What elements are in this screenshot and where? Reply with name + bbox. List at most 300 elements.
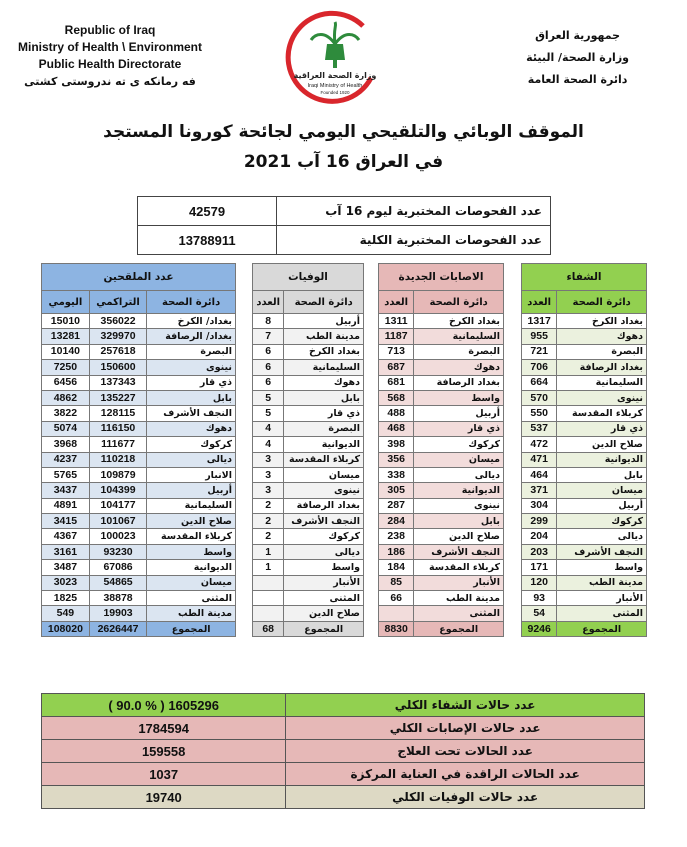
new-cases-count: 713: [379, 344, 414, 359]
new-cases-dept: الديوانية: [414, 483, 504, 498]
vaccinated-dept: كربلاء المقدسة: [147, 529, 236, 544]
table-row: [379, 291, 504, 314]
total-tests-value: 13788911: [138, 226, 277, 255]
new-cases-dept: مدينة الطب: [414, 591, 504, 606]
table-row: [253, 375, 364, 390]
deaths-dept: كركوك: [284, 529, 364, 544]
table-row: [379, 452, 504, 467]
vaccinated-daily: 13281: [42, 329, 90, 344]
deaths-count: 6: [253, 375, 284, 390]
deaths-count: [253, 591, 284, 606]
new-cases-count: 284: [379, 514, 414, 529]
table-row: [42, 560, 236, 575]
report-title: الموقف الوبائي والتلقيحي اليومي لجائحة كورونا المستجد: [103, 122, 584, 142]
recoveries-count: 299: [522, 514, 557, 529]
recoveries-dept: كركوك: [557, 514, 647, 529]
deaths-dept: بابل: [284, 390, 364, 405]
recoveries-dept: الأنبار: [557, 591, 647, 606]
table-row: [379, 360, 504, 375]
vaccinated-cumulative: 137343: [89, 375, 146, 390]
vaccinated-daily: 4237: [42, 452, 90, 467]
recoveries-count: 54: [522, 606, 557, 621]
summary-value: 1784594: [42, 717, 286, 740]
vaccinated-daily: 1825: [42, 591, 90, 606]
deaths-dept: السليمانية: [284, 360, 364, 375]
table-row: [253, 390, 364, 405]
table-row: [42, 375, 236, 390]
summary-label: عدد حالات الشفاء الكلي: [286, 694, 645, 717]
deaths-count: 3: [253, 452, 284, 467]
table-row: [522, 437, 647, 452]
recoveries-count: 464: [522, 467, 557, 482]
header-left-line: Public Health Directorate: [38, 57, 182, 71]
new-cases-dept: المثنى: [414, 606, 504, 621]
deaths-dept: الديوانية: [284, 437, 364, 452]
new-cases-dept: أربيل: [414, 406, 504, 421]
recoveries-count: 93: [522, 591, 557, 606]
table-row: [253, 452, 364, 467]
vaccinated-daily: 3415: [42, 514, 90, 529]
vaccinated-cumulative: 110218: [89, 452, 146, 467]
deaths-count: 2: [253, 529, 284, 544]
recoveries-count: 570: [522, 390, 557, 405]
new-cases-col-count: العدد: [379, 291, 414, 314]
vaccinated-total-cumulative: 2626447: [89, 621, 146, 636]
vaccinated-cumulative: 67086: [89, 560, 146, 575]
vaccinated-daily: 3822: [42, 406, 90, 421]
recoveries-count: 471: [522, 452, 557, 467]
deaths-count: 8: [253, 314, 284, 329]
recoveries-dept: ميسان: [557, 483, 647, 498]
table-row: [379, 406, 504, 421]
vaccinated-daily: 549: [42, 606, 90, 621]
new-cases-dept: ديالى: [414, 467, 504, 482]
vaccinated-daily: 3161: [42, 544, 90, 559]
recoveries-dept: المثنى: [557, 606, 647, 621]
deaths-total-label: المجموع: [284, 621, 364, 636]
summary-label: عدد حالات الوفيات الكلي: [286, 786, 645, 809]
recoveries-dept: ديالى: [557, 529, 647, 544]
logo-founded: Founded 1920: [320, 90, 350, 95]
deaths-count: 3: [253, 467, 284, 482]
vaccinated-daily: 3023: [42, 575, 90, 590]
recoveries-count: 721: [522, 344, 557, 359]
table-row: [379, 514, 504, 529]
table-row: [42, 740, 645, 763]
table-row: [42, 498, 236, 513]
table-row: [379, 529, 504, 544]
vaccinated-daily: 7250: [42, 360, 90, 375]
new-cases-dept: بغداد الرصافة: [414, 375, 504, 390]
vaccinated-dept: ذي قار: [147, 375, 236, 390]
daily-tests-value: 42579: [138, 197, 277, 226]
daily-tests-label: عدد الفحوصات المختبرية ليوم 16 آب: [277, 197, 551, 226]
vaccinated-daily: 10140: [42, 344, 90, 359]
deaths-count: 1: [253, 544, 284, 559]
table-row: [379, 344, 504, 359]
deaths-dept: ذي قار: [284, 406, 364, 421]
vaccinated-dept: الديوانية: [147, 560, 236, 575]
deaths-dept: كربلاء المقدسة: [284, 452, 364, 467]
table-row: [522, 421, 647, 436]
table-row: [522, 406, 647, 421]
new-cases-dept: واسط: [414, 390, 504, 405]
vaccinated-cumulative: 38878: [89, 591, 146, 606]
recoveries-dept: بابل: [557, 467, 647, 482]
summary-value: 19740: [42, 786, 286, 809]
table-row: [42, 406, 236, 421]
table-row: [379, 390, 504, 405]
new-cases-count: 287: [379, 498, 414, 513]
vaccinated-cumulative: 101067: [89, 514, 146, 529]
new-cases-dept: النجف الأشرف: [414, 544, 504, 559]
deaths-dept: أربيل: [284, 314, 364, 329]
vaccinated-cumulative: 128115: [89, 406, 146, 421]
new-cases-dept: نينوى: [414, 498, 504, 513]
vaccinated-dept: مدينة الطب: [147, 606, 236, 621]
summary-table: [41, 693, 645, 809]
recoveries-dept: السليمانية: [557, 375, 647, 390]
deaths-dept: ديالى: [284, 544, 364, 559]
table-row: [522, 591, 647, 606]
new-cases-count: 356: [379, 452, 414, 467]
table-row: [253, 406, 364, 421]
table-row: [253, 264, 364, 291]
table-row: [379, 498, 504, 513]
table-row: [253, 529, 364, 544]
vaccinated-cumulative: 54865: [89, 575, 146, 590]
new-cases-count: 1311: [379, 314, 414, 329]
table-row: [253, 421, 364, 436]
deaths-count: 3: [253, 483, 284, 498]
header-right-line: وزارة الصحة/ البيئة: [526, 51, 629, 64]
vaccinated-cumulative: 116150: [89, 421, 146, 436]
new-cases-count: 85: [379, 575, 414, 590]
deaths-count: 5: [253, 390, 284, 405]
deaths-col-count: العدد: [253, 291, 284, 314]
deaths-total-value: 68: [253, 621, 284, 636]
vaccinated-cumulative: 135227: [89, 390, 146, 405]
new-cases-dept: صلاح الدين: [414, 529, 504, 544]
table-row: [42, 437, 236, 452]
summary-label: عدد حالات الإصابات الكلي: [286, 717, 645, 740]
table-row: [522, 375, 647, 390]
table-row: [522, 390, 647, 405]
vaccinated-dept: أربيل: [147, 483, 236, 498]
vaccinated-dept: ديالى: [147, 452, 236, 467]
table-row: [253, 483, 364, 498]
report-date: في العراق 16 آب 2021: [243, 152, 444, 172]
table-row: [379, 606, 504, 621]
table-row: [42, 390, 236, 405]
recoveries-dept: بغداد الكرخ: [557, 314, 647, 329]
vaccinated-cumulative: 329970: [89, 329, 146, 344]
new-cases-col-dept: دائرة الصحة: [414, 291, 504, 314]
table-row: [522, 329, 647, 344]
vaccinated-daily: 15010: [42, 314, 90, 329]
recoveries-dept: النجف الأشرف: [557, 544, 647, 559]
recoveries-count: 1317: [522, 314, 557, 329]
summary-value: 1037: [42, 763, 286, 786]
vaccinated-dept: بابل: [147, 390, 236, 405]
new-cases-dept: بغداد الكرخ: [414, 314, 504, 329]
table-row: [379, 421, 504, 436]
table-row: [42, 467, 236, 482]
vaccinated-daily: 3437: [42, 483, 90, 498]
new-cases-count: 1187: [379, 329, 414, 344]
new-cases-dept: كربلاء المقدسة: [414, 560, 504, 575]
vaccinated-col-dept: دائرة الصحة: [147, 291, 236, 314]
table-row: [379, 437, 504, 452]
recoveries-count: 664: [522, 375, 557, 390]
recoveries-dept: نينوى: [557, 390, 647, 405]
recoveries-dept: أربيل: [557, 498, 647, 513]
recoveries-count: 304: [522, 498, 557, 513]
vaccinated-dept: دهوك: [147, 421, 236, 436]
table-row: [42, 264, 236, 291]
vaccinated-cumulative: 104399: [89, 483, 146, 498]
vaccinated-cumulative: 356022: [89, 314, 146, 329]
new-cases-dept: كركوك: [414, 437, 504, 452]
table-row: [379, 575, 504, 590]
vaccinated-cumulative: 100023: [89, 529, 146, 544]
recoveries-count: 371: [522, 483, 557, 498]
table-row: [253, 360, 364, 375]
table-row: [379, 329, 504, 344]
vaccinated-dept: واسط: [147, 544, 236, 559]
header-right-line: دائرة الصحة العامة: [527, 73, 628, 86]
deaths-count: 6: [253, 344, 284, 359]
table-row: [42, 360, 236, 375]
vaccinated-cumulative: 111677: [89, 437, 146, 452]
recoveries-count: 171: [522, 560, 557, 575]
recoveries-total-value: 9246: [522, 621, 557, 636]
deaths-dept: بغداد الرصافة: [284, 498, 364, 513]
recoveries-title: الشفاء: [522, 264, 647, 291]
table-row: [42, 717, 645, 740]
vaccinated-daily: 3487: [42, 560, 90, 575]
vaccinated-total-label: المجموع: [147, 621, 236, 636]
vaccinated-title: عدد الملقحين: [42, 264, 236, 291]
summary-value: 159558: [42, 740, 286, 763]
table-row: [522, 264, 647, 291]
logo-text-ar: وزارة الصحة العراقية: [293, 71, 377, 80]
header-left-line: Republic of Iraq: [64, 23, 156, 37]
vaccinated-daily: 5074: [42, 421, 90, 436]
vaccinated-daily: 5765: [42, 467, 90, 482]
deaths-col-dept: دائرة الصحة: [284, 291, 364, 314]
table-row: [253, 606, 364, 621]
vaccinated-cumulative: 150600: [89, 360, 146, 375]
recoveries-dept: ذي قار: [557, 421, 647, 436]
table-row: [379, 560, 504, 575]
recoveries-dept: صلاح الدين: [557, 437, 647, 452]
vaccinated-dept: السليمانية: [147, 498, 236, 513]
table-row: [522, 529, 647, 544]
table-row: [522, 314, 647, 329]
table-row: [522, 452, 647, 467]
table-row: [42, 314, 236, 329]
table-row: [522, 606, 647, 621]
table-row: [522, 498, 647, 513]
header-right-line: جمهورية العراق: [535, 29, 621, 42]
deaths-dept: مدينة الطب: [284, 329, 364, 344]
table-row: [42, 452, 236, 467]
table-row: [138, 197, 551, 226]
deaths-count: 5: [253, 406, 284, 421]
recoveries-count: 955: [522, 329, 557, 344]
deaths-count: [253, 606, 284, 621]
vaccinated-dept: النجف الأشرف: [147, 406, 236, 421]
new-cases-count: 468: [379, 421, 414, 436]
new-cases-dept: السليمانية: [414, 329, 504, 344]
table-row: [253, 560, 364, 575]
table-row: [253, 575, 364, 590]
new-cases-count: 398: [379, 437, 414, 452]
new-cases-dept: ميسان: [414, 452, 504, 467]
table-row: [379, 264, 504, 291]
table-row: [379, 375, 504, 390]
new-cases-dept: ذي قار: [414, 421, 504, 436]
summary-label: عدد الحالات تحت العلاج: [286, 740, 645, 763]
new-cases-dept: دهوك: [414, 360, 504, 375]
table-row: [253, 329, 364, 344]
deaths-title: الوفيات: [253, 264, 364, 291]
new-cases-count: 568: [379, 390, 414, 405]
deaths-count: 4: [253, 421, 284, 436]
table-row: [522, 483, 647, 498]
header-left-line: فه رمانكه ى ته ندروستى كشتى: [24, 75, 196, 88]
table-row: [253, 314, 364, 329]
new-cases-count: 488: [379, 406, 414, 421]
new-cases-count: 238: [379, 529, 414, 544]
new-cases-count: 184: [379, 560, 414, 575]
deaths-dept: بغداد الكرخ: [284, 344, 364, 359]
table-row: [379, 467, 504, 482]
table-row: [42, 544, 236, 559]
new-cases-dept: بابل: [414, 514, 504, 529]
deaths-count: 7: [253, 329, 284, 344]
new-cases-count: [379, 606, 414, 621]
deaths-dept: دهوك: [284, 375, 364, 390]
table-row: [253, 591, 364, 606]
new-cases-count: 681: [379, 375, 414, 390]
vaccinated-daily: 3968: [42, 437, 90, 452]
recoveries-table: [521, 263, 647, 637]
vaccinated-dept: بغداد/ الكرخ: [147, 314, 236, 329]
vaccinated-cumulative: 104177: [89, 498, 146, 513]
table-row: [379, 544, 504, 559]
new-cases-dept: البصرة: [414, 344, 504, 359]
table-row: [522, 344, 647, 359]
deaths-dept: ميسان: [284, 467, 364, 482]
new-cases-count: 186: [379, 544, 414, 559]
table-row: [522, 360, 647, 375]
table-row: [522, 575, 647, 590]
table-row: [42, 591, 236, 606]
new-cases-total-label: المجموع: [414, 621, 504, 636]
recoveries-count: 120: [522, 575, 557, 590]
table-row: [522, 514, 647, 529]
table-row: [138, 226, 551, 255]
vaccinated-cumulative: 257618: [89, 344, 146, 359]
deaths-count: [253, 575, 284, 590]
table-row: [42, 421, 236, 436]
table-row: [42, 483, 236, 498]
recoveries-count: 550: [522, 406, 557, 421]
table-row: [42, 694, 645, 717]
new-cases-count: 66: [379, 591, 414, 606]
deaths-count: 6: [253, 360, 284, 375]
deaths-table: [252, 263, 364, 637]
table-row: [42, 514, 236, 529]
recoveries-count: 203: [522, 544, 557, 559]
deaths-count: 2: [253, 498, 284, 513]
new-cases-count: 687: [379, 360, 414, 375]
deaths-dept: واسط: [284, 560, 364, 575]
table-row: [379, 314, 504, 329]
summary-label: عدد الحالات الراقدة في العناية المركزة: [286, 763, 645, 786]
deaths-count: 4: [253, 437, 284, 452]
header-right-arabic: [526, 25, 629, 91]
new-cases-total-value: 8830: [379, 621, 414, 636]
table-row: [522, 621, 647, 636]
vaccinated-daily: 6456: [42, 375, 90, 390]
table-row: [522, 560, 647, 575]
vaccinated-cumulative: 109879: [89, 467, 146, 482]
header-left-english: [10, 22, 210, 90]
deaths-dept: نينوى: [284, 483, 364, 498]
recoveries-dept: بغداد الرصافة: [557, 360, 647, 375]
vaccinated-daily: 4862: [42, 390, 90, 405]
recoveries-count: 537: [522, 421, 557, 436]
recoveries-dept: مدينة الطب: [557, 575, 647, 590]
table-row: [253, 344, 364, 359]
table-row: [253, 544, 364, 559]
new-cases-table: [378, 263, 504, 637]
vaccinated-daily: 4367: [42, 529, 90, 544]
vaccinated-dept: صلاح الدين: [147, 514, 236, 529]
table-row: [379, 621, 504, 636]
vaccinated-dept: الانبار: [147, 467, 236, 482]
summary-value: ( 90.0 % ) 1605296: [42, 694, 286, 717]
new-cases-dept: الأنبار: [414, 575, 504, 590]
deaths-dept: صلاح الدين: [284, 606, 364, 621]
new-cases-count: 338: [379, 467, 414, 482]
table-row: [42, 344, 236, 359]
table-row: [42, 575, 236, 590]
vaccinated-cumulative: 93230: [89, 544, 146, 559]
table-row: [253, 498, 364, 513]
recoveries-col-dept: دائرة الصحة: [557, 291, 647, 314]
vaccinated-dept: البصرة: [147, 344, 236, 359]
recoveries-count: 472: [522, 437, 557, 452]
deaths-dept: النجف الأشرف: [284, 514, 364, 529]
table-row: [42, 763, 645, 786]
new-cases-title: الاصابات الجديدة: [379, 264, 504, 291]
vaccinated-dept: بغداد/ الرصافة: [147, 329, 236, 344]
table-row: [522, 467, 647, 482]
table-row: [42, 621, 236, 636]
vaccinated-dept: نينوى: [147, 360, 236, 375]
recoveries-dept: كربلاء المقدسة: [557, 406, 647, 421]
vaccinated-col-cumulative: التراكمي: [89, 291, 146, 314]
recoveries-count: 204: [522, 529, 557, 544]
deaths-dept: المثنى: [284, 591, 364, 606]
vaccinated-daily: 4891: [42, 498, 90, 513]
lab-tests-table: [137, 196, 551, 255]
vaccinated-cumulative: 19903: [89, 606, 146, 621]
